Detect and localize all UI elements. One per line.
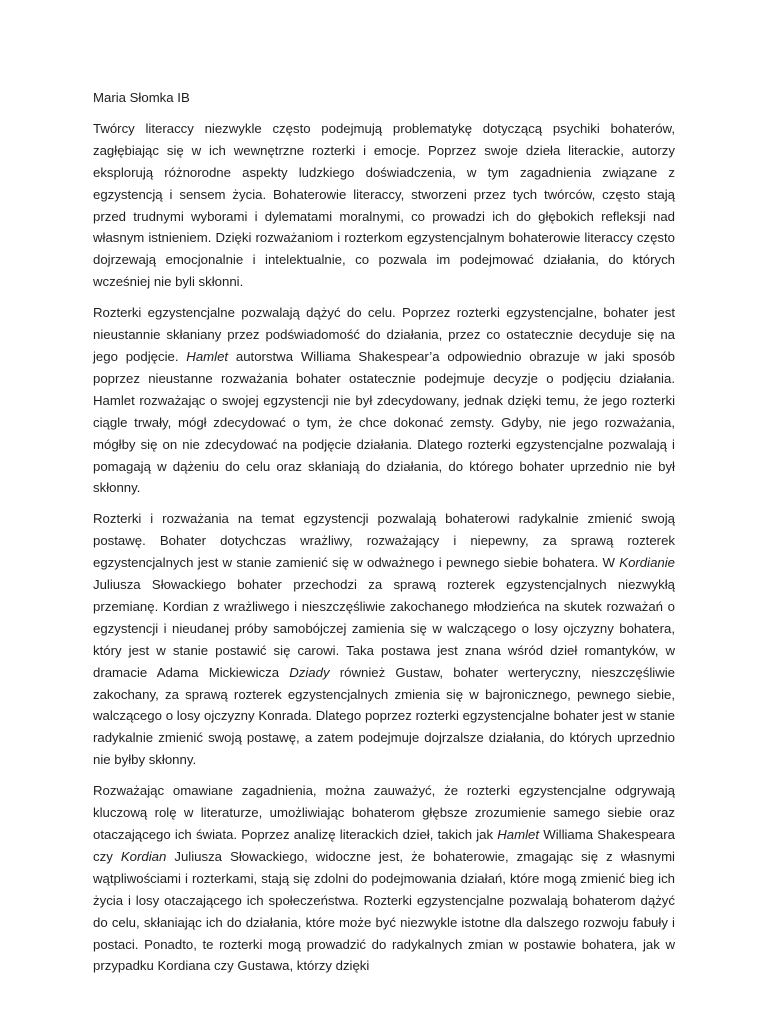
paragraph-text: Williama Shakespeara czy xyxy=(93,827,675,864)
essay-paragraph xyxy=(93,118,675,293)
paragraph-text: Rozważając omawiane zagadnienia, można zauważyć, że rozterki egzystencjalne odgrywają kluczową rolę w literaturze, umożliwiając bohaterom głębsze zrozumienie samego siebie oraz otaczającego ich świata. Poprzez analizę literackich dzieł, takich jak xyxy=(93,783,675,842)
italic-title: Hamlet xyxy=(497,827,540,842)
italic-title: Dziady xyxy=(289,664,330,680)
essay-paragraph xyxy=(93,508,675,771)
paragraph-text: Twórcy literaccy niezwykle często podejmują problematykę dotyczącą psychiki bohaterów, zagłębiając się w ich wewnętrzne rozterki i emocje. Poprzez swoje dzieła literackie, autorzy eksplorują różnorodne aspekty ludzkiego doświadczenia, w tym zagadnienia związane z egzystencją i sensem życia. Bohaterowie literaccy, stworzeni przez tych twórców, często stają przed trudnymi wyborami i dylematami moralnymi, co prowadzi ich do głębokich refleksji nad własnym istnieniem. Dzięki rozważaniom i rozterkom egzystencjalnym bohaterowie literaccy często dojrzewają emocjonalnie i intelektualnie, co pozwala im podejmować działania, do których wcześniej nie byli skłonni. xyxy=(93,120,675,290)
essay-paragraph xyxy=(93,302,675,499)
italic-title: Hamlet xyxy=(186,348,229,364)
italic-title: Kordian xyxy=(120,848,167,864)
essay-body xyxy=(93,118,675,977)
document-page xyxy=(93,87,675,986)
paragraph-text: Juliusza Słowackiego, widoczne jest, że bohaterowie, zmagając się z własnymi wątpliwościami i rozterkami, stają się zdolni do podejmowania działań, które mogą zmienić bieg ich życia i losy otaczającego ich społeczeństwa. Rozterki egzystencjalne pozwalają bohaterom dążyć do celu, skłaniając ich do działania, które może być niezwykle istotne dla dalszego rozwoju fabuły i postaci. Ponadto, te rozterki mogą prowadzić do radykalnych zmian w postawie bohatera, jak w przypadku Kordiana czy Gustawa, którzy dzięki xyxy=(93,848,675,974)
paragraph-text: Juliusza Słowackiego bohater przechodzi za sprawą rozterek egzystencjalnych niezwykłą przemianę. Kordian z wrażliwego i nieszczęśliwie zakochanego młodzieńca na skutek rozważań o egzystencji i nieudanej próby samobójczej zamienia się w walczącego o losy ojczyzny bohatera, który jest w stanie postawić się carowi. Taka postawa jest znana wśród dzieł romantyków, w dramacie Adama Mickiewicza xyxy=(93,577,675,680)
author-line: Maria Słomka IB xyxy=(93,90,190,105)
italic-title: Kordianie xyxy=(619,555,675,571)
paragraph-text: również Gustaw, bohater werteryczny, nieszczęśliwie zakochany, za sprawą rozterek egzystencjalnych zmienia się w bajronicznego, pewnego siebie, walczącego o losy ojczyzny Konrada. Dlatego poprzez rozterki egzystencjalne bohater jest w stanie radykalnie zmienić swoją postawę, a zatem podejmuje dojrzalsze działania, do których uprzednio nie byłby skłonny. xyxy=(93,664,675,768)
paragraph-text: autorstwa Williama Shakespear’a odpowiednio obrazuje w jaki sposób poprzez nieustanne rozważania bohater ostatecznie podejmuje decyzje o podjęciu działania. Hamlet rozważając o swojej egzystencji nie był zdecydowany, jednak dzięki temu, że jego rozterki ciągle trwały, mógł zdecydować o tym, że chce dokonać zemsty. Gdyby, nie jego rozważania, mógłby się on nie zdecydować na podjęcie działania. Dlatego rozterki egzystencjalne pozwalają i pomagają w dążeniu do celu oraz skłaniają do działania, do którego bohater uprzednio nie był skłonny. xyxy=(93,348,675,496)
essay-paragraph xyxy=(93,780,675,977)
paragraph-text: Rozterki egzystencjalne pozwalają dążyć do celu. Poprzez rozterki egzystencjalne, bohater jest nieustannie skłaniany przez podświadomość do działania, przez co ostatecznie decyduje się na jego podjęcie. xyxy=(93,305,675,364)
paragraph-text: Rozterki i rozważania na temat egzystencji pozwalają bohaterowi radykalnie zmienić swoją postawę. Bohater dotychczas wrażliwy, rozważający i niepewny, za sprawą rozterek egzystencjalnych jest w stanie zamienić się w odważnego i pewnego siebie bohatera. W xyxy=(93,511,675,571)
